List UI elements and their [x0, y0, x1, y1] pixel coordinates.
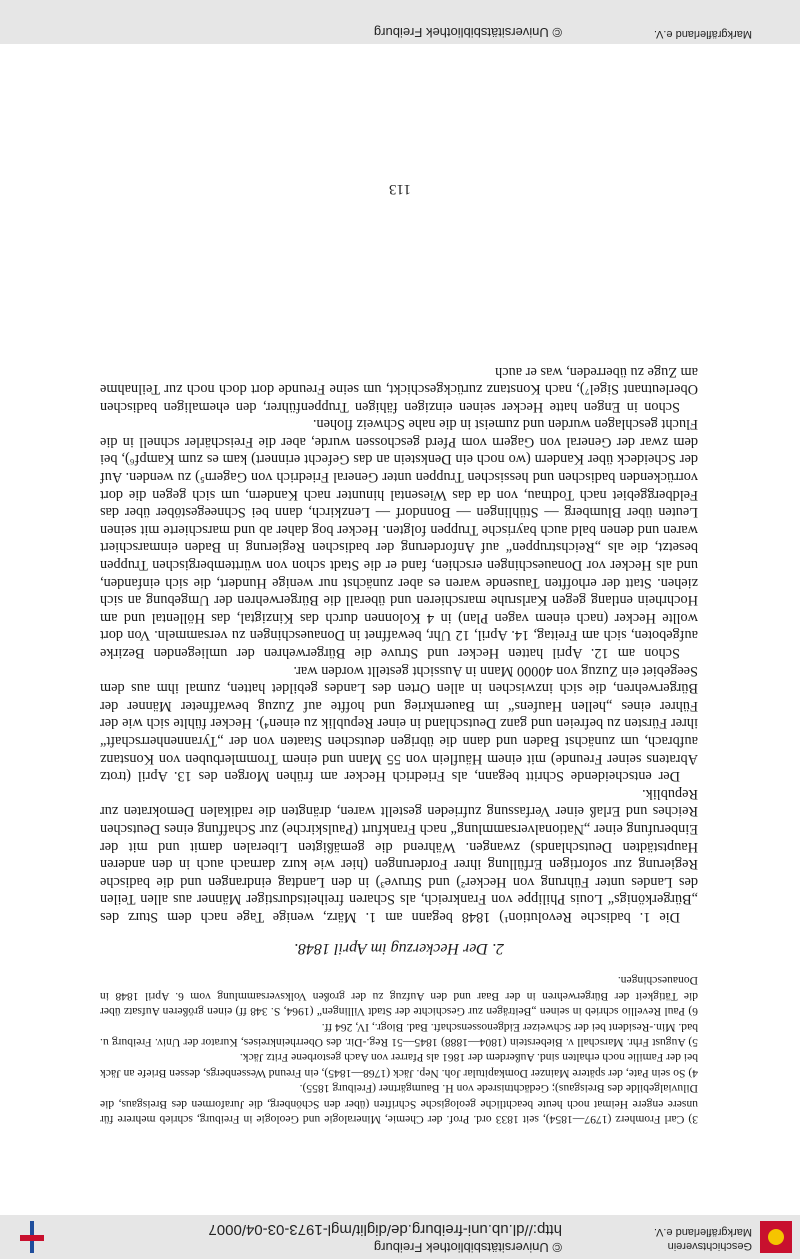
paragraph-3: Schon am 12. April hatten Hecker und Struve die Bürgerwehren der umliegenden Bezirke aufgeboten, sich am Freitag, 14. April, 12 Uhr, bewaffnet in Donaueschingen zu versammeln. Von dort wollte Hecker (nach einem vagen Plan) in 4 Kolonnen durch das Kinzigtal, das Höllental und am Hochrhein entlang gegen Karlsruhe marschieren und überall die Bürgerwehren der Umgebung an sich ziehen. Statt der erhofften Tausende waren es aber zunächst nur wenige Hundert, die sich einfanden, und als Hecker vor Donaueschingen erschien, fand er die Stadt schon von württembergischen Truppen besetzt, die als „Reichstruppen“ auf Anforderung der badischen Regierung in Baden einmarschiert waren und denen bald auch bayrische Truppen folgten. Hecker bog daher ab und marschierte mit seinen Leuten über Blumberg — Stühlingen — Bonndorf — Lenzkirch, dann bei Schneegestöber über das Feldberggebiet nach Todtnau, von da das Wiesental hinunter nach Kandern, um sich gegen die dort vorrückenden badischen und hessischen Truppen unter General Friedrich von Gagern⁵) zu wenden. Auf der Scheideck über Kandern (wo noch ein Denkstein an das Gefecht erinnert) kam es zum Kampf⁶), bei dem zwar der General von Gagern vom Pferd geschossen wurde, aber die Freischärler schnell in die Flucht geschlagen wurden und zumeist in die nahe Schweiz flohen.: [100, 416, 698, 662]
footer-bar: [0, 0, 800, 44]
footnote-4: 4) So sein Pate, der spätere Mainzer Domkapitular Joh. Nep. Jäck (1768—1845), ein Freund Wessenbergs, dessen Briefe an Jäck bei der Familie noch erhalten sind. Außerdem der 1861 als Pfarrer von Aach gestorbene Fritz Jäck.: [100, 1051, 698, 1080]
society-name-line2: Markgräflerland e.V.: [653, 1226, 752, 1238]
header-bar: [0, 1215, 800, 1259]
paragraph-4: Schon in Engen hatte Hecker seinen einzigen fähigen Truppenführer, den ehemaligen badischen Oberleutnant Sigel⁷), nach Konstanz zurückgeschickt, um seine Freunde dort doch noch zur Teilnahme am Zuge zu überreden, was er auch: [100, 363, 698, 415]
footer-society: Markgräflerland e.V.: [653, 28, 752, 40]
section-title: 2. Der Heckerzug im April 1848.: [294, 939, 504, 957]
footer-library-copyright: © Universitätsbibliothek Freiburg: [373, 25, 562, 40]
paragraph-2: Der entscheidende Schritt begann, als Friedrich Hecker am frühen Morgen des 13. April (trotz Abratens seiner Freunde) mit einem Häuflein von 55 Mann und einem Trommlerbuben von Konstanz aufbrach, um zunächst Baden und dann die übrigen deutschen Staaten von der „Tyrannenherrschaft“ ihrer Fürsten zu befreien und ganz Deutschland in einer Republik zu einen⁴). Hecker fühlte sich wie der Führer eines „hellen Haufens“ im Bauernkrieg und hoffte auf Zuzug bewaffneter Männer der Bürgerwehren, die sich inzwischen in allen Orten des Landes gebildet hatten, zumal ihm aus dem Seegebiet ein Zuzug von 40000 Mann in Aussicht gestellt worden war.: [100, 662, 698, 785]
footnote-6: 6) Paul Revellio schrieb in seinen „Beiträgen zur Geschichte der Stadt Villingen“ (1964, S. 348 ff) einen größeren Aufsatz über die Tätigkeit der Bürgerwehren in der Baar und den Aufzug zu der großen Volksversammlung vom 6. April 1848 in Donaueschingen.: [100, 974, 698, 1019]
library-copyright: © Universitätsbibliothek Freiburg: [373, 1240, 562, 1255]
society-name-line1: Geschichtsverein: [667, 1240, 752, 1252]
source-url-link[interactable]: http://dl.ub.uni-freiburg.de/diglit/mgl-1973-03-04/0007: [208, 1221, 562, 1238]
page-number: 113: [389, 181, 411, 197]
footnote-5: 5) August Frhr. Marschall v. Bieberstein (1804—1888) 1845—51 Reg.-Dir. des Oberrheinkreises, Kurator der Univ. Freiburg u. bad. Min.-Resident bei der Schweizer Eidgenossenschaft. Bad. Biogr., IV, 264 ff.: [100, 1020, 698, 1049]
footnotes-block: [100, 362, 698, 1127]
university-library-logo-icon: [20, 1221, 44, 1253]
paragraph-1: Die 1. badische Revolution¹) 1848 begann am 1. März, wenige Tage nach dem Sturz des „Bürgerkönigs“ Louis Philippe von Frankreich, als Scharen freiheitsdurstiger Männer aus allen Teilen des Landes unter Führung von Hecker²) und Struve³) in den Landtag eindrangen und die badische Regierung zur sofortigen Erfüllung ihrer Forderungen (hier wie kurz darnach auch in den anderen Hauptstädten Deutschlands) zwangen. Während die gemäßigten Liberalen damit und mit der Einberufung einer „Nationalversammlung“ nach Frankfurt (Paulskirche) zur Schaffung eines Deutschen Reiches und Erlaß einer Verfassung zufrieden gestellt waren, drängten die radikalen Demokraten zur Republik.: [100, 785, 698, 925]
footnote-3: 3) Carl Fromherz (1797—1854), seit 1833 ord. Prof. der Chemie, Mineralogie und Geologie in Freiburg, schrieb mehrere für unsere engere Heimat noch heute beachtliche geologische Schriften (über den Schönberg, die Juraformen des Breisgaus, die Diluvialgebilde des Breisgaus); Gedächtnisrede von H. Baumgärtner (Freiburg 1855).: [100, 1082, 698, 1126]
society-logo-icon: [760, 1221, 792, 1253]
